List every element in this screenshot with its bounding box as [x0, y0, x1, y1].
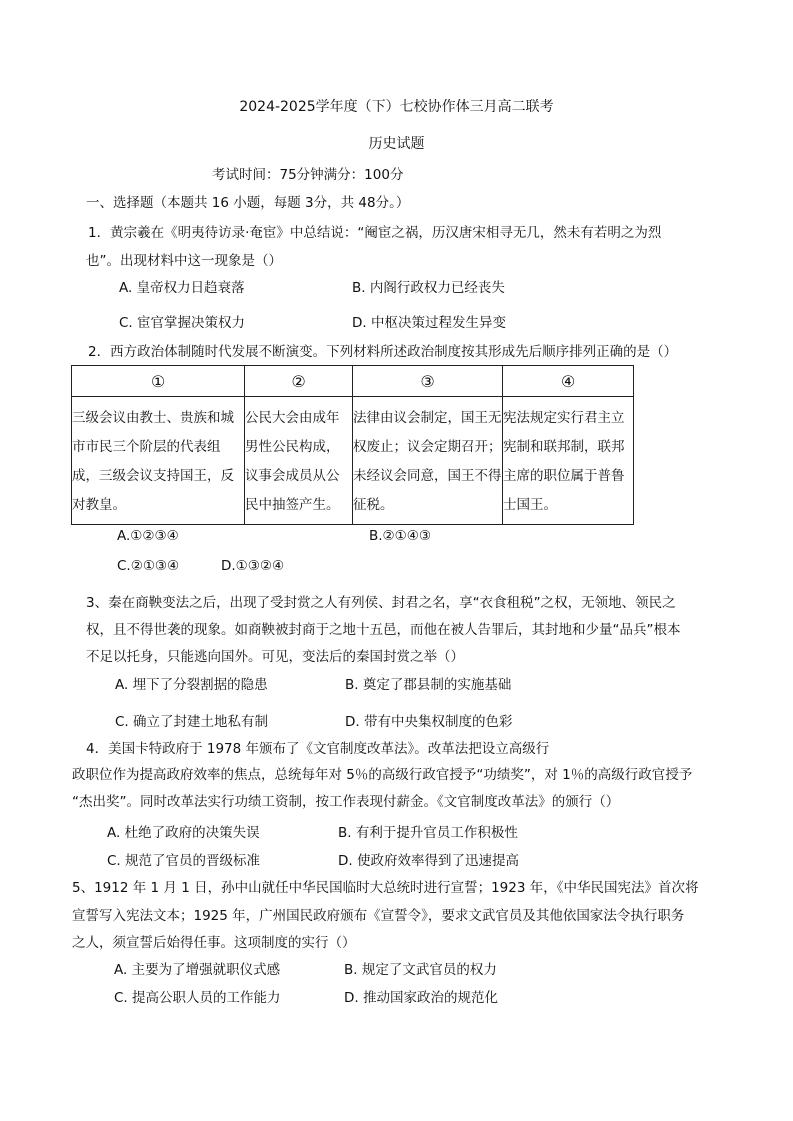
- q2-header-4: ④: [503, 366, 634, 397]
- q4-option-c[interactable]: C. 规范了官员的晋级标准: [107, 853, 261, 869]
- q5-option-a[interactable]: A. 主要为了增强就职仪式感: [114, 962, 281, 978]
- q2-header-2: ②: [245, 366, 353, 397]
- q5-stem-line1: 5、1912 年 1 月 1 日，孙中山就任中华民国临时大总统时进行宣誓；1923 年，《中华民国宪法》首次将: [72, 880, 699, 896]
- q2-stem: 2．西方政治体制随时代发展不断演变。下列材料所述政治制度按其形成先后顺序排列正确的是（）: [88, 344, 678, 360]
- q4-option-d[interactable]: D. 使政府效率得到了迅速提高: [338, 853, 519, 869]
- q1-option-a[interactable]: A. 皇帝权力日趋衰落: [119, 280, 245, 296]
- q2-option-a[interactable]: A.①②③④: [117, 528, 179, 544]
- q2-option-b[interactable]: B.②①④③: [369, 528, 431, 544]
- q4-stem-line2: 政职位作为提高政府效率的焦点，总统每年对 5％的高级行政官授予“功绩奖”，对 1％的高级行政官授予: [72, 767, 693, 783]
- q5-option-d[interactable]: D. 推动国家政治的规范化: [344, 990, 498, 1006]
- q2-cell-4: 宪法规定实行君主立宪制和联邦制，联邦主席的职位属于普鲁士国王。: [503, 410, 625, 513]
- q1-option-d[interactable]: D. 中枢决策过程发生异变: [352, 315, 506, 331]
- q3-stem-line3: 不足以托身，只能逃向国外。可见，变法后的秦国封赏之举（）: [86, 649, 464, 665]
- q1-stem-line1: 1．黄宗羲在《明夷待访录·奄宦》中总结说：“阉宦之祸，历汉唐宋相寻无几，然未有若明之为烈: [88, 225, 662, 241]
- q2-cell-2: 公民大会由成年男性公民构成，议事会成员从公民中抽签产生。: [245, 410, 340, 513]
- q3-stem-line2: 权，且不得世袭的现象。如商鞅被封商于之地十五邑，而他在被人告罪后，其封地和少量“品兵”根本: [86, 622, 681, 638]
- exam-title: 2024-2025学年度（下）七校协作体三月高二联考: [239, 99, 554, 115]
- q5-stem-line3: 之人，须宣誓后始得任事。这项制度的实行（）: [72, 935, 356, 951]
- q3-option-b[interactable]: B. 奠定了郡县制的实施基础: [345, 677, 512, 693]
- q5-option-c[interactable]: C. 提高公职人员的工作能力: [114, 990, 281, 1006]
- section-heading: 一、选择题（本题共 16 小题，每题 3分，共 48分。）: [86, 195, 410, 211]
- q2-option-c[interactable]: C.②①③④: [117, 558, 180, 574]
- q2-option-d[interactable]: D.①③②④: [221, 558, 285, 574]
- q3-stem-line1: 3、秦在商鞅变法之后，出现了受封赏之人有列侯、封君之名，享“衣食租税”之权，无领地、领民之: [86, 595, 676, 611]
- q4-stem-line3: “杰出奖”。同时改革法实行功绩工资制，按工作表现付薪金。《文官制度改革法》的颁行（）: [72, 794, 620, 810]
- exam-info: 考试时间：75分钟满分：100分: [212, 167, 404, 183]
- q3-option-c[interactable]: C. 确立了封建土地私有制: [115, 714, 269, 730]
- q4-option-a[interactable]: A. 杜绝了政府的决策失误: [107, 825, 260, 841]
- q2-cell-3: 法律由议会制定，国王无权废止；议会定期召开；未经议会同意，国王不得征税。: [353, 410, 502, 513]
- q4-stem-line1: 4．美国卡特政府于 1978 年颁布了《文官制度改革法》。改革法把设立高级行: [86, 741, 550, 757]
- q2-table: [71, 365, 634, 525]
- q2-cell-1: 三级会议由教士、贵族和城市市民三个阶层的代表组成，三级会议支持国王，反对教皇。: [72, 410, 234, 513]
- q5-stem-line2: 宣誓写入宪法文本；1925 年，广州国民政府颁布《宣誓令》，要求文武官员及其他依国家法令执行职务: [72, 908, 685, 924]
- q2-header-3: ③: [353, 366, 503, 397]
- q3-option-d[interactable]: D. 带有中央集权制度的色彩: [345, 714, 513, 730]
- q1-option-c[interactable]: C. 宦官掌握决策权力: [119, 315, 246, 331]
- q1-stem-line2: 也”。出现材料中这一现象是（）: [86, 253, 282, 269]
- q4-option-b[interactable]: B. 有利于提升官员工作积极性: [338, 825, 518, 841]
- q2-header-1: ①: [72, 366, 245, 397]
- q5-option-b[interactable]: B. 规定了文武官员的权力: [344, 962, 497, 978]
- q3-option-a[interactable]: A. 埋下了分裂割据的隐患: [115, 677, 268, 693]
- q1-option-b[interactable]: B. 内阁行政权力已经丧失: [352, 280, 505, 296]
- exam-subject: 历史试题: [368, 136, 425, 152]
